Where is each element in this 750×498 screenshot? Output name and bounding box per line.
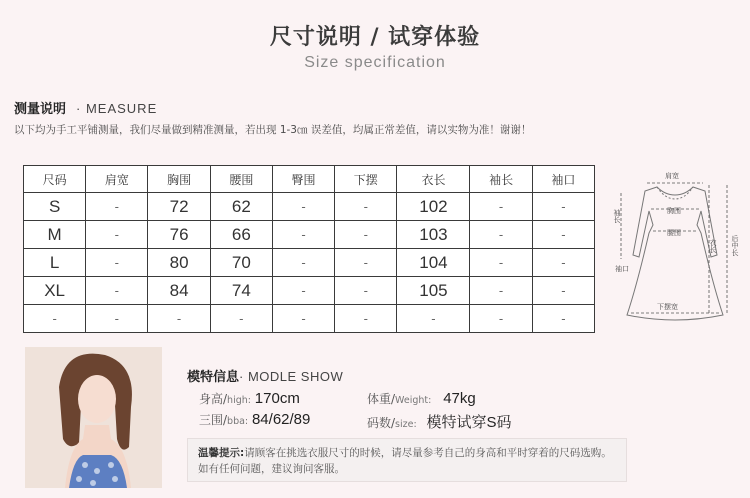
height-label: 身高/ <box>199 392 228 406</box>
size-cell-value: - <box>470 193 532 221</box>
size-table-header-row <box>24 166 595 193</box>
size-cell-value: - <box>272 249 334 277</box>
size-cell-value: 84 <box>148 277 210 305</box>
size-cell-value: - <box>470 277 532 305</box>
tip-box <box>187 438 627 482</box>
size-cell-value: 104 <box>397 249 470 277</box>
header-sleeve: 袖长 <box>470 166 532 193</box>
size-value: 模特试穿S码 <box>426 414 512 431</box>
size-cell-value: - <box>86 249 148 277</box>
diagram-label-cuff: 袖口 <box>615 265 629 273</box>
tip-text: 请顾客在挑选衣服尺寸的时候，请尽量参考自己的身高和平时穿着的尺码选购。如有任何问题，建议询问客服。 <box>198 447 612 475</box>
size-sub: size: <box>395 419 417 430</box>
size-cell-value: - <box>532 221 594 249</box>
size-cell-value: 74 <box>210 277 272 305</box>
size-cell-value: - <box>272 221 334 249</box>
size-cell-value: 72 <box>148 193 210 221</box>
diagram-label-front-length: 衣长 <box>709 239 717 253</box>
size-cell-value: 105 <box>397 277 470 305</box>
size-cell-value: - <box>86 221 148 249</box>
size-cell-value: 102 <box>397 193 470 221</box>
size-cell-label: XL <box>24 277 86 305</box>
size-cell-value: - <box>335 193 397 221</box>
model-bust <box>199 411 310 428</box>
size-cell-value: - <box>335 277 397 305</box>
page-subtitle: Size specification <box>304 54 446 71</box>
page-title: 尺寸说明 / 试穿体验 <box>269 25 481 50</box>
measure-note: 以下均为手工平铺测量，我们尽量做到精准测量，若出现 1-3㎝ 误差值，均属正常差值，请以实物为准！谢谢！ <box>14 124 532 136</box>
header-chest: 胸围 <box>148 166 210 193</box>
size-cell-value: - <box>272 305 334 333</box>
header-cuff: 袖口 <box>532 166 594 193</box>
size-cell-value: - <box>470 221 532 249</box>
model-photo <box>25 347 162 488</box>
size-cell-value: - <box>335 221 397 249</box>
size-cell-value: - <box>86 193 148 221</box>
size-cell-label: L <box>24 249 86 277</box>
size-cell-value: - <box>272 193 334 221</box>
size-cell-value: - <box>148 305 210 333</box>
bust-value: 84/62/89 <box>251 411 311 428</box>
measure-title-en: · MEASURE <box>76 101 158 116</box>
model-title-cn: 模特信息 <box>187 370 240 385</box>
size-cell-value: - <box>335 305 397 333</box>
size-cell-value: - <box>397 305 470 333</box>
bust-label: 三围/ <box>199 413 228 427</box>
diagram-label-chest: 胸围 <box>667 207 681 215</box>
size-cell-value: - <box>532 193 594 221</box>
size-cell-value: 103 <box>397 221 470 249</box>
measure-title-cn: 测量说明 <box>14 102 67 117</box>
header-hem: 下摆 <box>335 166 397 193</box>
size-cell-value: - <box>86 277 148 305</box>
bust-sub: bba: <box>227 416 249 427</box>
size-cell-value: 66 <box>210 221 272 249</box>
size-cell-label: S <box>24 193 86 221</box>
model-weight <box>367 390 476 407</box>
size-cell-value: - <box>532 277 594 305</box>
diagram-label-hem: 下摆宽 <box>657 303 678 311</box>
size-cell-value: 80 <box>148 249 210 277</box>
weight-sub: Weight: <box>395 395 432 406</box>
size-cell-value: - <box>210 305 272 333</box>
size-cell-value: - <box>470 249 532 277</box>
header-length: 衣长 <box>397 166 470 193</box>
size-cell-value: - <box>532 305 594 333</box>
weight-value: 47kg <box>443 390 476 407</box>
size-cell-value: - <box>470 305 532 333</box>
size-table-row <box>24 305 595 333</box>
size-cell-value: 76 <box>148 221 210 249</box>
measure-heading <box>14 98 157 117</box>
diagram-label-back-length: 后中长 <box>731 235 739 256</box>
size-cell-value: 70 <box>210 249 272 277</box>
header-hip: 臀围 <box>272 166 334 193</box>
model-height <box>199 390 300 407</box>
dress-measure-diagram <box>605 165 745 333</box>
size-cell-label: - <box>24 305 86 333</box>
height-value: 170cm <box>254 390 300 407</box>
weight-label: 体重/ <box>367 392 396 406</box>
diagram-label-sleeve: 袖长 <box>613 209 621 223</box>
size-table-row <box>24 221 595 249</box>
header-waist: 腰围 <box>210 166 272 193</box>
size-cell-value: - <box>86 305 148 333</box>
model-heading <box>187 366 343 385</box>
size-table-row <box>24 193 595 221</box>
header-size: 尺码 <box>24 166 86 193</box>
model-illustration <box>25 347 162 488</box>
diagram-label-waist: 腰围 <box>667 229 681 237</box>
size-cell-value: - <box>532 249 594 277</box>
tip-label: 温馨提示: <box>198 447 245 459</box>
model-title-en: · MODLE SHOW <box>239 369 344 384</box>
size-cell-value: - <box>272 277 334 305</box>
size-cell-label: M <box>24 221 86 249</box>
model-size <box>367 411 512 432</box>
header-shoulder: 肩宽 <box>86 166 148 193</box>
size-cell-value: 62 <box>210 193 272 221</box>
size-table-row <box>24 249 595 277</box>
height-sub: high: <box>227 395 251 406</box>
size-label: 码数/ <box>367 416 396 430</box>
diagram-label-shoulder: 肩宽 <box>665 172 679 180</box>
size-table <box>23 165 595 333</box>
size-table-row <box>24 277 595 305</box>
size-cell-value: - <box>335 249 397 277</box>
